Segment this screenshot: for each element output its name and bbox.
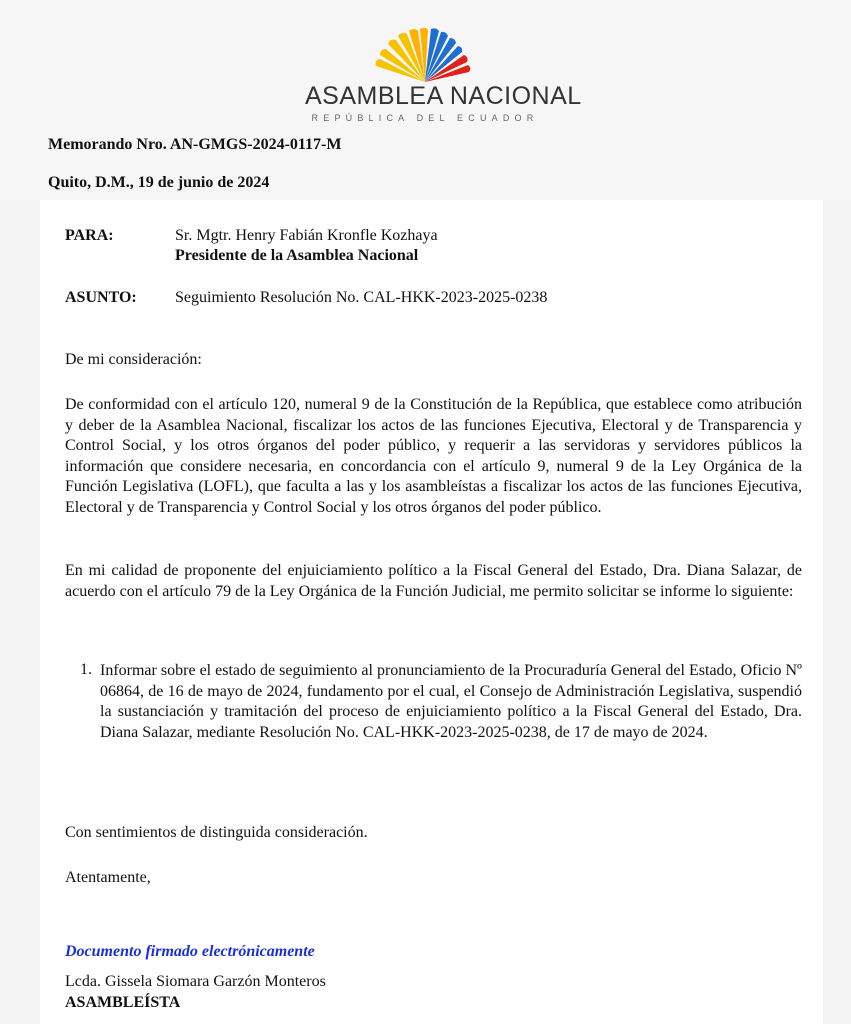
- asunto-value: Seguimiento Resolución No. CAL-HKK-2023-2025-0238: [175, 289, 548, 306]
- sunburst-logo-icon: [370, 22, 480, 84]
- paragraph-2: En mi calidad de proponente del enjuiciamiento político a la Fiscal General del Estado, Dra. Diana Salazar, de acuerdo con el artículo 79 de la Ley Orgánica de la Función Judicial, me permito solicitar se informe lo siguiente:: [65, 562, 802, 600]
- list-item: Informar sobre el estado de seguimiento al pronunciamiento de la Procuraduría General del Estado, Oficio Nº 06864, de 16 de mayo de 2024, fundamento por el cual, el Consejo de Administración Legislativa, suspendió la sustanciación y tramitación del proceso de enjuiciamiento político a la Fiscal General del Estado, Dra. Diana Salazar, mediante Resolución No. CAL-HKK-2023-2025-0238, de 17 de mayo de 2024.: [100, 662, 802, 741]
- paragraph-1: De conformidad con el artículo 120, numeral 9 de la Constitución de la República, que establece como atribución y deber de la Asamblea Nacional, fiscalizar los actos de las funciones Ejecutiva, Electoral y de Transparencia y Control Social, y los otros órganos del poder público, y requerir a las servidoras y servidores públicos la información que considere necesaria, en concordancia con el artículo 9, numeral 9 de la Ley Orgánica de la Función Legislativa (LOFL), que faculta a las y los asambleístas a fiscalizar los actos de las funciones Ejecutiva, Electoral y de Transparencia y Control Social y los otros órganos del poder público.: [65, 396, 802, 516]
- letterhead: [0, 0, 851, 200]
- logo-title: ASAMBLEA NACIONAL: [305, 82, 582, 110]
- signer-name: Lcda. Gissela Siomara Garzón Monteros: [65, 973, 326, 990]
- farewell: Atentamente,: [65, 869, 151, 886]
- logo-subtitle: REPÚBLICA DEL ECUADOR: [311, 113, 539, 123]
- closing: Con sentimientos de distinguida consideración.: [65, 824, 368, 841]
- asamblea-logo: [305, 22, 582, 123]
- e-signature-notice: Documento firmado electrónicamente: [65, 943, 315, 960]
- recipient-name: Sr. Mgtr. Henry Fabián Kronfle Kozhaya: [175, 227, 438, 244]
- list-item-number: 1.: [80, 661, 92, 678]
- document-body: [40, 200, 823, 1024]
- memo-date: Quito, D.M., 19 de junio de 2024: [48, 174, 270, 191]
- asunto-label: ASUNTO:: [65, 289, 137, 306]
- greeting: De mi consideración:: [65, 351, 202, 368]
- memo-number: Memorando Nro. AN-GMGS-2024-0117-M: [48, 136, 342, 153]
- para-label: PARA:: [65, 227, 114, 244]
- recipient-title: Presidente de la Asamblea Nacional: [175, 247, 419, 264]
- signer-role: ASAMBLEÍSTA: [65, 994, 181, 1011]
